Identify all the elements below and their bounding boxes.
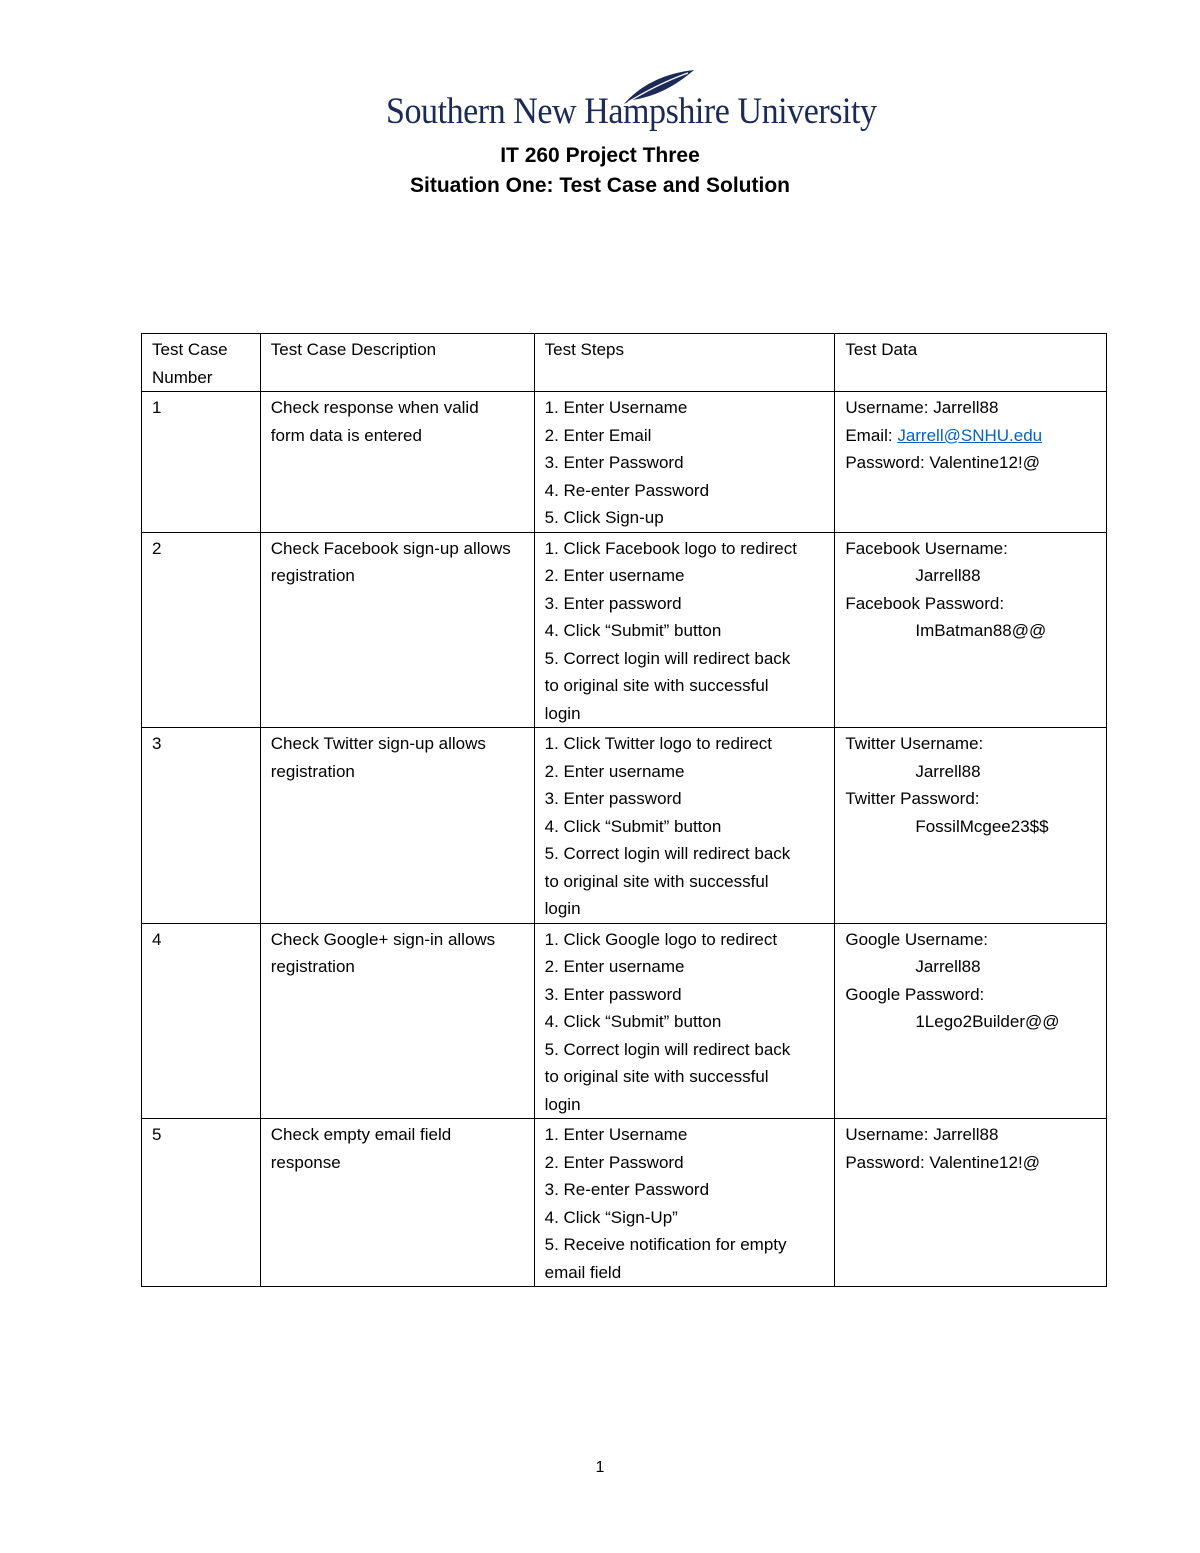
test-case-number: 2 — [142, 532, 261, 728]
test-case-description: Check response when valid form data is entered — [260, 392, 534, 533]
university-logo — [386, 68, 877, 138]
header-cell-data: Test Data — [835, 334, 1107, 392]
test-data: Username: Jarrell88 Email: Jarrell@SNHU.edu Password: Valentine12!@ — [835, 392, 1107, 533]
test-case-number: 1 — [142, 392, 261, 533]
test-case-description: Check empty email field response — [260, 1119, 534, 1287]
test-steps: 1. Click Google logo to redirect 2. Enter username 3. Enter password 4. Click “Submit” button 5. Correct login will redirect back to original site with successful login — [534, 923, 835, 1119]
header-cell-description: Test Case Description — [260, 334, 534, 392]
test-steps: 1. Enter Username 2. Enter Password 3. Re-enter Password 4. Click “Sign-Up” 5. Receive notification for empty email field — [534, 1119, 835, 1287]
test-case-number: 3 — [142, 728, 261, 924]
document-title: IT 260 Project Three — [500, 144, 700, 167]
document-header — [0, 141, 1200, 201]
header-cell-number: Test Case Number — [142, 334, 261, 392]
test-steps: 1. Enter Username 2. Enter Email 3. Enter Password 4. Re-enter Password 5. Click Sign-up — [534, 392, 835, 533]
test-case-description: Check Google+ sign-in allows registration — [260, 923, 534, 1119]
logo-wordmark: Southern New Hampshire University — [386, 91, 877, 132]
test-case-number: 5 — [142, 1119, 261, 1287]
page-number: 1 — [595, 1459, 605, 1476]
table-row — [142, 728, 1107, 924]
test-steps: 1. Click Twitter logo to redirect 2. Enter username 3. Enter password 4. Click “Submit” button 5. Correct login will redirect back to original site with successful login — [534, 728, 835, 924]
table-row — [142, 392, 1107, 533]
table-row — [142, 923, 1107, 1119]
email-link[interactable]: Jarrell@SNHU.edu — [897, 425, 1043, 445]
test-steps: 1. Click Facebook logo to redirect 2. Enter username 3. Enter password 4. Click “Submit” button 5. Correct login will redirect back to original site with successful login — [534, 532, 835, 728]
test-case-table — [141, 333, 1107, 1287]
test-data: Username: Jarrell88 Password: Valentine12!@ — [835, 1119, 1107, 1287]
test-case-number: 4 — [142, 923, 261, 1119]
test-case-description: Check Facebook sign-up allows registration — [260, 532, 534, 728]
table-row — [142, 1119, 1107, 1287]
table-header-row — [142, 334, 1107, 392]
table-row — [142, 532, 1107, 728]
test-data: Google Username: Jarrell88 Google Password: 1Lego2Builder@@ — [835, 923, 1107, 1119]
test-case-description: Check Twitter sign-up allows registration — [260, 728, 534, 924]
test-data: Twitter Username: Jarrell88 Twitter Password: FossilMcgee23$$ — [835, 728, 1107, 924]
header-cell-steps: Test Steps — [534, 334, 835, 392]
document-subtitle: Situation One: Test Case and Solution — [410, 174, 790, 197]
test-data: Facebook Username: Jarrell88 Facebook Password: ImBatman88@@ — [835, 532, 1107, 728]
